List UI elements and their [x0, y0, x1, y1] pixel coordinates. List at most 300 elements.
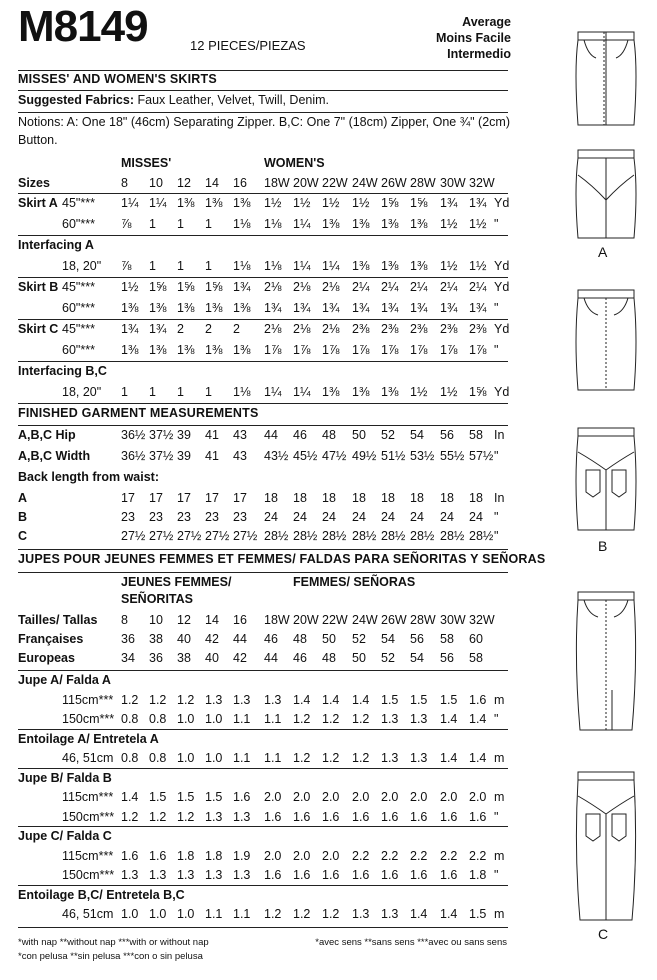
value-cell: 1⅜	[233, 343, 251, 357]
value-cell: 22W	[322, 613, 348, 627]
value-cell: 28½	[264, 529, 289, 543]
value-cell: 36½	[121, 428, 146, 442]
value-cell: 14	[205, 176, 219, 190]
value-cell: 1⅞	[322, 343, 340, 357]
value-cell: 24	[264, 510, 278, 524]
value-cell: 1	[205, 217, 212, 231]
finished-row	[0, 449, 520, 466]
value-cell: 2¼	[469, 280, 487, 294]
value-cell: 1½	[322, 196, 340, 210]
value-cell: 1.2	[322, 751, 340, 765]
value-cell: 28½	[440, 529, 465, 543]
francaises-row	[0, 632, 520, 649]
value-cell: 36	[149, 651, 163, 665]
value-cell: 43	[233, 449, 247, 463]
value-cell: 1¾	[293, 301, 311, 315]
value-cell: 2.0	[293, 790, 311, 804]
value-cell: 2⅜	[440, 322, 458, 336]
value-cell: 1.0	[177, 712, 195, 726]
divider	[18, 361, 508, 362]
row-label: Entoilage A/ Entretela A	[18, 731, 159, 746]
value-cell: 1.3	[264, 692, 282, 707]
row-label: Jupe B/ Falda B	[18, 770, 112, 785]
value-cell: 1¼	[293, 385, 311, 399]
notions-line-1: Notions: A: One 18" (46cm) Separating Zipper. B,C: One 7" (18cm) Zipper, One ¾" (2cm)	[18, 115, 510, 129]
value-cell: 2.0	[264, 848, 282, 863]
value-cell: 1¾	[264, 301, 282, 315]
piece-count: 12 PIECES/PIEZAS	[190, 38, 306, 53]
value-cell: 1.6	[233, 790, 251, 804]
value-cell: 1⅜	[205, 196, 223, 210]
value-cell: 30W	[440, 176, 466, 190]
unit-cell: m	[494, 790, 505, 804]
value-cell: 1.3	[233, 692, 251, 707]
value-cell: 1½	[469, 259, 487, 273]
metric-row	[0, 771, 520, 788]
row-label: Jupe A/ Falda A	[18, 673, 111, 687]
group-jeunes: JEUNES FEMMES/	[121, 575, 232, 589]
value-cell: 1.2	[149, 692, 167, 707]
value-cell: 1.4	[293, 692, 311, 707]
value-cell: 1¾	[381, 301, 399, 315]
value-cell: 1.3	[381, 712, 399, 726]
value-cell: 1.3	[205, 692, 223, 707]
skirt-b-front-illustration	[576, 290, 636, 390]
back-length-label: Back length from waist:	[18, 470, 159, 484]
value-cell: 1⅝	[410, 196, 428, 210]
value-cell: 1.3	[205, 868, 223, 882]
value-cell: 40	[205, 651, 219, 665]
value-cell: 1.3	[233, 809, 251, 824]
value-cell: 48	[322, 428, 336, 442]
value-cell: 2.0	[322, 790, 340, 804]
value-cell: 58	[469, 651, 483, 665]
value-cell: 1⅞	[440, 343, 458, 357]
value-cell: 1.4	[322, 692, 340, 707]
group-femmes: FEMMES/ SEÑORAS	[293, 575, 416, 589]
value-cell: 28W	[410, 176, 436, 190]
value-cell: 1⅞	[381, 343, 399, 357]
divider	[18, 193, 508, 194]
value-cell: 58	[469, 428, 483, 442]
metric-row	[0, 888, 520, 905]
row-sub-label: 46, 51cm	[62, 907, 114, 921]
value-cell: 1.0	[121, 907, 139, 921]
value-cell: 41	[205, 449, 219, 463]
value-cell: 12	[177, 613, 191, 627]
value-cell: 24W	[352, 176, 378, 190]
divider	[18, 277, 508, 278]
value-cell: 1	[177, 217, 184, 231]
group-jeunes-2: SEÑORITAS	[121, 592, 193, 606]
value-cell: 28½	[381, 529, 406, 543]
value-cell: 1.2	[121, 692, 139, 707]
value-cell: 2.0	[469, 790, 487, 804]
value-cell: 1¾	[469, 196, 487, 210]
value-cell: 1	[149, 217, 156, 231]
value-cell: 1.5	[469, 907, 487, 921]
metric-row	[0, 790, 520, 807]
value-cell: 30W	[440, 613, 466, 627]
value-cell: 1.4	[410, 907, 428, 921]
value-cell: 17	[149, 491, 163, 505]
skirt-c-back-illustration	[576, 772, 635, 920]
metric-row	[0, 829, 520, 846]
row-sub-label: 45"***	[62, 196, 95, 210]
value-cell: 1	[149, 385, 156, 399]
value-cell: 1⅝	[469, 385, 487, 399]
value-cell: 60	[469, 632, 483, 646]
value-cell: 52	[381, 651, 395, 665]
unit-cell: "	[494, 343, 499, 357]
value-cell: 2	[177, 322, 184, 336]
back-length-row	[0, 491, 520, 508]
value-cell: 2.0	[264, 790, 282, 804]
sizes-row	[0, 176, 520, 193]
value-cell: 1¾	[322, 301, 340, 315]
value-cell: 38	[177, 651, 191, 665]
row-label: A,B,C Hip	[18, 428, 76, 442]
unit-cell: "	[494, 510, 499, 524]
value-cell: 2⅛	[293, 322, 311, 336]
divider	[18, 572, 508, 573]
footnote-es: *con pelusa **sin pelusa ***con o sin pelusa	[18, 951, 203, 962]
value-cell: 20W	[293, 176, 319, 190]
value-cell: 1.6	[469, 692, 487, 707]
value-cell: 1¾	[121, 322, 139, 336]
value-cell: 1.6	[440, 868, 458, 882]
value-cell: 1⅜	[149, 343, 167, 357]
value-cell: 1⅜	[233, 196, 251, 210]
row-label: Interfacing A	[18, 238, 94, 252]
divider	[18, 768, 508, 769]
value-cell: 1⅜	[381, 259, 399, 273]
value-cell: 44	[264, 428, 278, 442]
value-cell: 2¼	[381, 280, 399, 294]
value-cell: 1½	[440, 217, 458, 231]
value-cell: 16	[233, 613, 247, 627]
value-cell: 1¼	[322, 259, 340, 273]
value-cell: 2⅜	[381, 322, 399, 336]
value-cell: 1⅜	[381, 217, 399, 231]
value-cell: 1⅞	[410, 343, 428, 357]
value-cell: 1.5	[381, 692, 399, 707]
value-cell: 24	[293, 510, 307, 524]
value-cell: 1.8	[469, 868, 487, 882]
value-cell: 2⅛	[322, 280, 340, 294]
value-cell: 1.6	[293, 809, 311, 824]
value-cell: 1.1	[233, 712, 251, 726]
value-cell: 54	[410, 428, 424, 442]
divider	[18, 549, 508, 550]
yardage-row	[0, 322, 520, 339]
value-cell: 24	[352, 510, 366, 524]
value-cell: 1.0	[205, 751, 223, 765]
row-sub-label: 60"***	[62, 217, 95, 231]
value-cell: 32W	[469, 613, 495, 627]
value-cell: 24	[440, 510, 454, 524]
value-cell: 2⅛	[293, 280, 311, 294]
value-cell: 1.1	[205, 907, 223, 921]
unit-cell: Yd	[494, 196, 510, 210]
difficulty-es: Intermedio	[447, 47, 511, 61]
unit-cell: m	[494, 692, 505, 707]
value-cell: 1.3	[205, 809, 223, 824]
value-cell: 1⅝	[149, 280, 167, 294]
value-cell: 46	[293, 428, 307, 442]
value-cell: 1.6	[440, 809, 458, 824]
value-cell: 22W	[322, 176, 348, 190]
value-cell: 1	[177, 259, 184, 273]
value-cell: 1¾	[352, 301, 370, 315]
europeas-row	[0, 651, 520, 668]
value-cell: 2.2	[381, 848, 399, 863]
pattern-number: M8149	[18, 2, 148, 51]
value-cell: 1.2	[293, 712, 311, 726]
value-cell: 1⅛	[233, 217, 251, 231]
value-cell: 1⅞	[293, 343, 311, 357]
value-cell: 44	[233, 632, 247, 646]
value-cell: 2.2	[352, 848, 370, 863]
value-cell: 27½	[121, 529, 146, 543]
row-label: Sizes	[18, 176, 50, 190]
value-cell: 1¾	[440, 196, 458, 210]
value-cell: 2⅛	[264, 322, 282, 336]
yardage-row	[0, 385, 520, 402]
value-cell: 1.4	[121, 790, 139, 804]
value-cell: 18	[469, 491, 483, 505]
value-cell: 37½	[149, 428, 174, 442]
value-cell: 1⅜	[410, 259, 428, 273]
value-cell: 2¼	[352, 280, 370, 294]
value-cell: 1.4	[440, 907, 458, 921]
value-cell: 1⅜	[121, 343, 139, 357]
value-cell: 1	[205, 259, 212, 273]
value-cell: 1⅝	[205, 280, 223, 294]
value-cell: 1.1	[264, 751, 282, 765]
row-label: Interfacing B,C	[18, 364, 107, 378]
notions-line-2: Button.	[18, 133, 58, 147]
row-sub-label: 115cm***	[62, 848, 114, 863]
value-cell: 18	[293, 491, 307, 505]
value-cell: 18W	[264, 176, 290, 190]
value-cell: 1.6	[322, 809, 340, 824]
value-cell: 1.6	[264, 809, 282, 824]
unit-cell: "	[494, 712, 499, 726]
value-cell: 56	[410, 632, 424, 646]
row-label: Skirt A	[18, 196, 58, 210]
value-cell: 2.0	[293, 848, 311, 863]
yardage-row	[0, 196, 520, 213]
value-cell: 1.9	[233, 848, 251, 863]
value-cell: 1.8	[205, 848, 223, 863]
value-cell: 1⅜	[233, 301, 251, 315]
value-cell: 1½	[440, 259, 458, 273]
value-cell: 1¼	[264, 385, 282, 399]
value-cell: 18	[264, 491, 278, 505]
unit-cell: In	[494, 428, 505, 442]
value-cell: 1¼	[121, 196, 139, 210]
value-cell: 2¼	[440, 280, 458, 294]
unit-cell: "	[494, 529, 499, 543]
value-cell: 1⅜	[322, 385, 340, 399]
value-cell: 28½	[293, 529, 318, 543]
yardage-row	[0, 343, 520, 360]
value-cell: 18W	[264, 613, 290, 627]
value-cell: 23	[205, 510, 219, 524]
finished-row	[0, 428, 520, 445]
value-cell: 23	[233, 510, 247, 524]
row-sub-label: 60"***	[62, 343, 95, 357]
value-cell: 24	[381, 510, 395, 524]
row-sub-label: 115cm***	[62, 790, 114, 804]
value-cell: 2.0	[352, 790, 370, 804]
value-cell: 18	[410, 491, 424, 505]
view-label-b: B	[598, 538, 608, 554]
value-cell: 1¾	[149, 322, 167, 336]
value-cell: 17	[233, 491, 247, 505]
value-cell: 24	[322, 510, 336, 524]
value-cell: 20W	[293, 613, 319, 627]
value-cell: 1.5	[410, 692, 428, 707]
value-cell: 18	[352, 491, 366, 505]
footnotes	[18, 936, 209, 964]
value-cell: 1½	[121, 280, 139, 294]
value-cell: 2⅛	[322, 322, 340, 336]
value-cell: 26W	[381, 613, 407, 627]
value-cell: 1¾	[233, 280, 251, 294]
value-cell: 1.6	[149, 848, 167, 863]
metric-row	[0, 810, 520, 827]
value-cell: 17	[177, 491, 191, 505]
yardage-row	[0, 301, 520, 318]
value-cell: 1⅜	[352, 259, 370, 273]
value-cell: 1.2	[264, 907, 282, 921]
value-cell: 1.2	[352, 751, 370, 765]
footnote-en: *with nap **without nap ***with or without nap	[18, 937, 209, 948]
value-cell: 1.4	[440, 712, 458, 726]
row-sub-label: 115cm***	[62, 692, 114, 707]
value-cell: 54	[381, 632, 395, 646]
value-cell: 1.3	[352, 907, 370, 921]
value-cell: 10	[149, 613, 163, 627]
value-cell: 1⅜	[177, 301, 195, 315]
value-cell: 1.5	[177, 790, 195, 804]
unit-cell: m	[494, 848, 505, 863]
view-label-a: A	[598, 244, 608, 260]
divider	[18, 403, 508, 404]
section-title: MISSES' AND WOMEN'S SKIRTS	[18, 72, 217, 86]
value-cell: 1⅛	[233, 385, 251, 399]
value-cell: 42	[233, 651, 247, 665]
value-cell: 16	[233, 176, 247, 190]
yardage-row	[0, 217, 520, 234]
value-cell: 1¼	[149, 196, 167, 210]
unit-cell: "	[494, 217, 499, 231]
value-cell: 27½	[177, 529, 202, 543]
unit-cell: Yd	[494, 259, 510, 273]
view-label-c: C	[598, 926, 609, 942]
value-cell: ⅞	[121, 259, 132, 273]
value-cell: 1⅞	[264, 343, 282, 357]
yardage-row	[0, 364, 520, 381]
unit-cell: "	[494, 868, 499, 882]
divider	[18, 670, 508, 671]
value-cell: 1.0	[205, 712, 223, 726]
value-cell: 2	[205, 322, 212, 336]
value-cell: 1¾	[410, 301, 428, 315]
value-cell: 0.8	[121, 712, 139, 726]
value-cell: 2	[233, 322, 240, 336]
value-cell: 56	[440, 428, 454, 442]
tailles-row	[0, 613, 520, 630]
value-cell: 37½	[149, 449, 174, 463]
row-label: Jupe C/ Falda C	[18, 829, 112, 843]
yardage-row	[0, 280, 520, 297]
value-cell: 0.8	[149, 712, 167, 726]
value-cell: 8	[121, 176, 128, 190]
row-sub-label: 45"***	[62, 322, 95, 336]
value-cell: 1.3	[410, 751, 428, 765]
value-cell: 1¼	[293, 217, 311, 231]
row-sub-label: 18, 20"	[62, 385, 102, 399]
value-cell: 27½	[205, 529, 230, 543]
divider	[18, 927, 508, 928]
yardage-row	[0, 238, 520, 255]
value-cell: 1.5	[149, 790, 167, 804]
value-cell: 1.3	[410, 712, 428, 726]
value-cell: 1	[177, 385, 184, 399]
value-cell: ⅞	[121, 217, 132, 231]
value-cell: 43	[233, 428, 247, 442]
value-cell: 51½	[381, 449, 406, 463]
value-cell: 28W	[410, 613, 436, 627]
value-cell: 2.0	[322, 848, 340, 863]
value-cell: 2⅜	[410, 322, 428, 336]
value-cell: 36½	[121, 449, 146, 463]
value-cell: 52	[381, 428, 395, 442]
difficulty-fr: Moins Facile	[435, 31, 511, 45]
difficulty-en: Average	[462, 15, 511, 29]
value-cell: 45½	[293, 449, 318, 463]
row-sub-label: 150cm***	[62, 868, 115, 882]
value-cell: 10	[149, 176, 163, 190]
value-cell: 23	[177, 510, 191, 524]
value-cell: 2⅜	[469, 322, 487, 336]
value-cell: 1.0	[177, 907, 195, 921]
value-cell: 57½	[469, 449, 494, 463]
row-label: A,B,C Width	[18, 449, 91, 463]
value-cell: 2¼	[410, 280, 428, 294]
value-cell: 1¾	[469, 301, 487, 315]
value-cell: 1⅞	[352, 343, 370, 357]
value-cell: 1.2	[149, 809, 167, 824]
value-cell: 1⅞	[469, 343, 487, 357]
row-sub-label: 45"***	[62, 280, 95, 294]
value-cell: 26W	[381, 176, 407, 190]
row-label: A	[18, 491, 28, 505]
metric-row	[0, 868, 520, 885]
value-cell: 1.6	[410, 868, 428, 882]
value-cell: 2.0	[381, 790, 399, 804]
value-cell: 1.4	[469, 751, 487, 765]
value-cell: 1.1	[264, 712, 282, 726]
value-cell: 1.3	[149, 868, 167, 882]
value-cell: 49½	[352, 449, 377, 463]
value-cell: 2.0	[410, 790, 428, 804]
divider	[18, 235, 508, 236]
value-cell: 17	[121, 491, 135, 505]
